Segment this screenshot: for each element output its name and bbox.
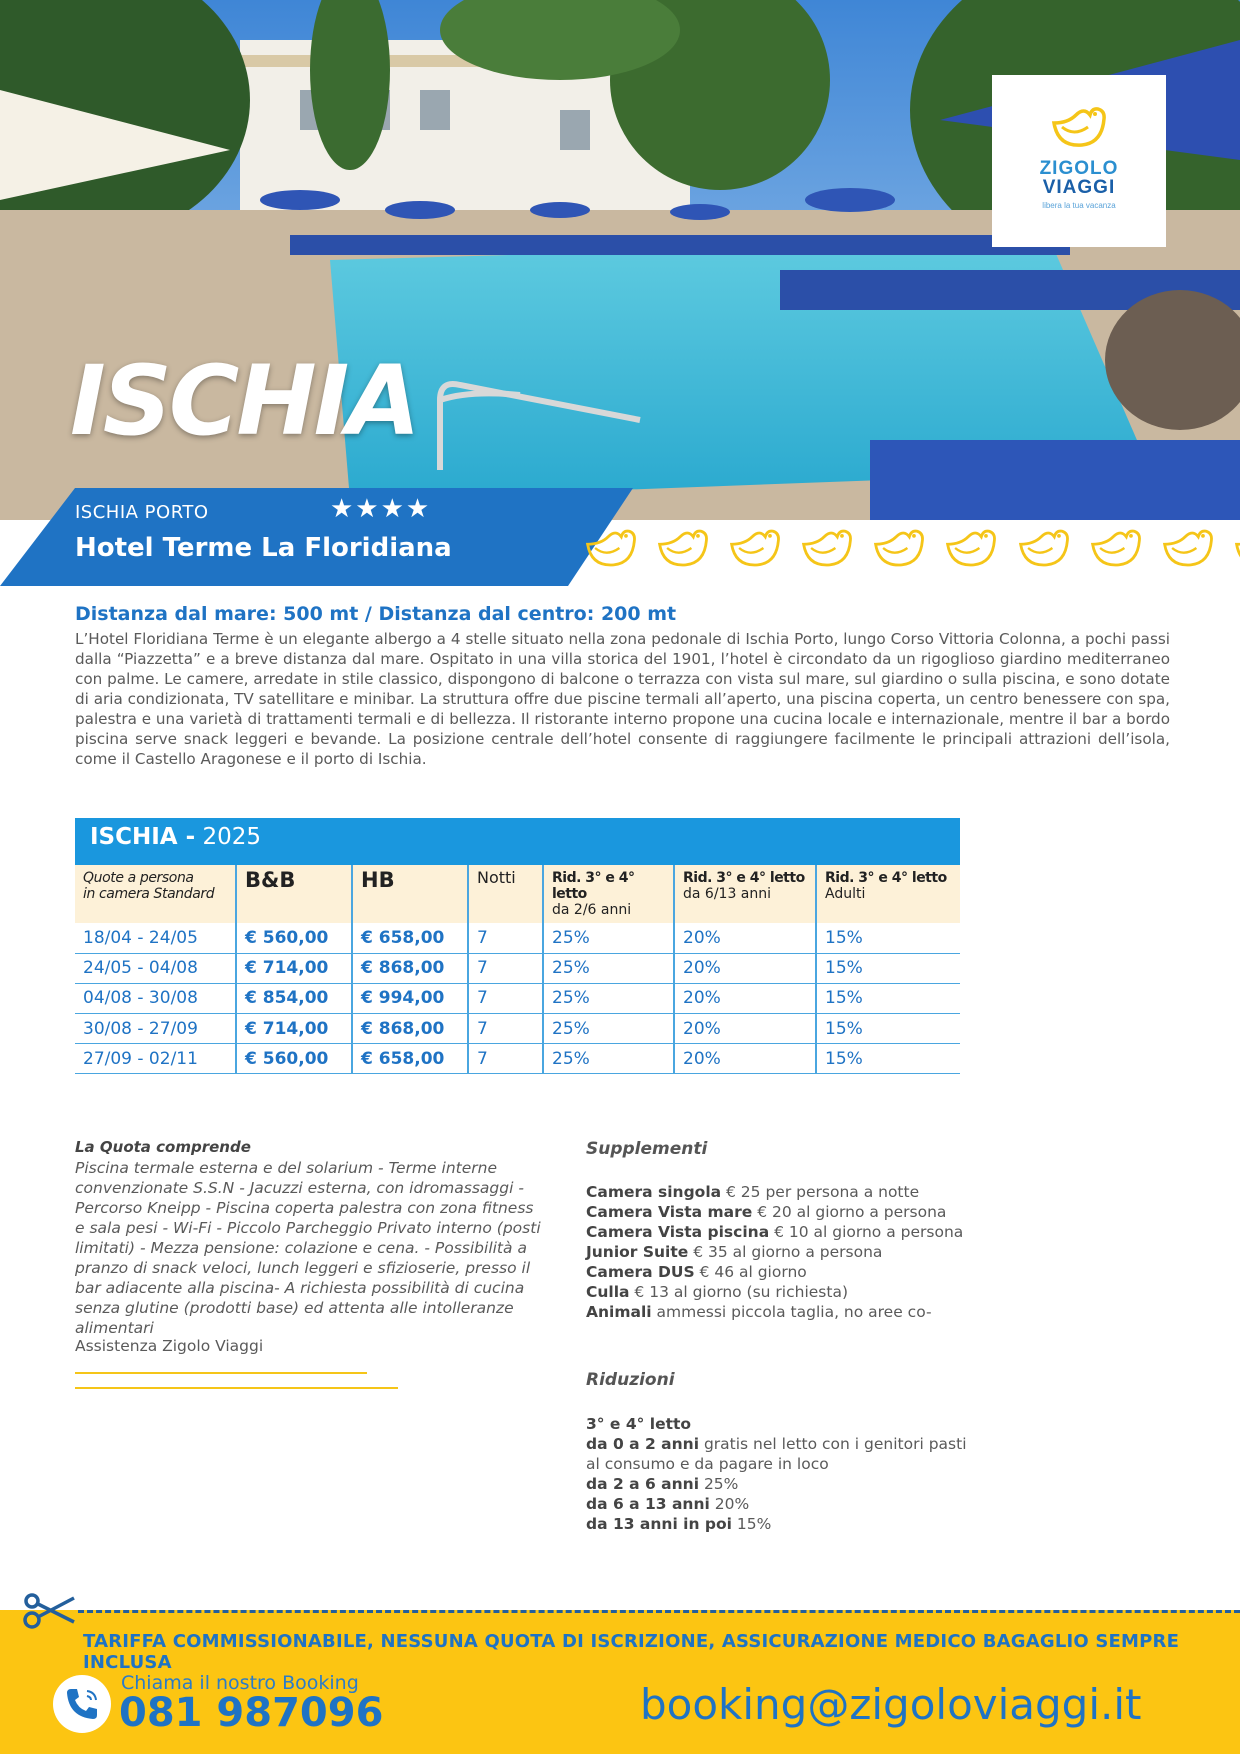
col-rid-6-13-line2: da 6/13 anni <box>683 886 772 902</box>
supplement-value: € 10 al giorno a persona <box>769 1223 964 1241</box>
bb-price-cell: € 714,00 <box>236 953 352 983</box>
bird-icon <box>1087 524 1145 572</box>
bird-icon <box>726 524 784 572</box>
hb-price-cell: € 658,00 <box>352 1044 468 1074</box>
rid-2-6-cell: 25% <box>543 983 674 1013</box>
nights-cell: 7 <box>468 923 543 953</box>
rid-6-13-cell: 20% <box>674 983 816 1013</box>
rid-6-13-cell: 20% <box>674 1014 816 1044</box>
reduction-label: da 0 a 2 anni <box>586 1435 700 1453</box>
supplement-label: Camera singola <box>586 1183 722 1201</box>
reduction-item <box>586 1514 976 1534</box>
footer-message: TARIFFA COMMISSIONABILE, NESSUNA QUOTA DI ISCRIZIONE, ASSICURAZIONE MEDICO BAGAGLIO SEMPRE INCLUSA <box>83 1631 1180 1673</box>
bb-price-cell: € 560,00 <box>236 923 352 953</box>
hotel-stars: ★★★★ <box>330 494 432 524</box>
supplement-value: € 20 al giorno a persona <box>752 1203 947 1221</box>
logo-line1: ZIGOLO <box>1039 158 1119 179</box>
supplements-title: Supplementi <box>586 1139 708 1159</box>
distance-info: Distanza dal mare: 500 mt / Distanza dal centro: 200 mt <box>75 603 677 625</box>
cut-line <box>78 1610 1240 1613</box>
hotel-name: Hotel Terme La Floridiana <box>75 533 452 563</box>
table-row <box>75 1044 960 1074</box>
logo-tagline: libera la tua vacanza <box>1042 201 1116 210</box>
rid-adulti-cell: 15% <box>816 953 960 983</box>
period-cell: 18/04 - 24/05 <box>75 923 236 953</box>
reduction-value: 25% <box>699 1475 739 1493</box>
bb-price-cell: € 560,00 <box>236 1044 352 1074</box>
rid-6-13-cell: 20% <box>674 923 816 953</box>
col-bb: B&B <box>236 865 352 923</box>
hero-title: ISCHIA <box>70 345 418 457</box>
col-rid-6-13 <box>674 865 816 923</box>
includes-title: La Quota comprende <box>75 1138 251 1156</box>
price-table-place: ISCHIA - <box>90 824 196 850</box>
hb-price-cell: € 994,00 <box>352 983 468 1013</box>
nights-cell: 7 <box>468 983 543 1013</box>
supplement-value: € 25 per persona a notte <box>721 1183 920 1201</box>
reduction-label: da 13 anni in poi <box>586 1515 732 1533</box>
rid-2-6-cell: 25% <box>543 953 674 983</box>
reduction-item <box>586 1494 976 1514</box>
supplement-item <box>586 1282 976 1302</box>
table-header-row <box>75 865 960 923</box>
hb-price-cell: € 868,00 <box>352 953 468 983</box>
supplement-label: Junior Suite <box>586 1243 689 1261</box>
hb-price-cell: € 658,00 <box>352 923 468 953</box>
col-rid-adulti-line1: Rid. 3° e 4° letto <box>825 870 947 886</box>
bird-icon <box>942 524 1000 572</box>
reduction-label: da 2 a 6 anni <box>586 1475 700 1493</box>
supplement-label: Culla <box>586 1283 630 1301</box>
hotel-location: ISCHIA PORTO <box>75 502 209 523</box>
rid-2-6-cell: 25% <box>543 923 674 953</box>
bird-icon <box>582 524 640 572</box>
supplement-value: ammessi piccola taglia, no aree co- <box>651 1303 932 1321</box>
col-notti: Notti <box>468 865 543 923</box>
reduction-value: 20% <box>709 1495 750 1513</box>
hb-price-cell: € 868,00 <box>352 1014 468 1044</box>
period-cell: 24/05 - 04/08 <box>75 953 236 983</box>
phone-icon <box>63 1685 101 1723</box>
reduction-item <box>586 1474 976 1494</box>
logo-text <box>992 159 1166 197</box>
bb-price-cell: € 854,00 <box>236 983 352 1013</box>
supplement-item <box>586 1262 976 1282</box>
phone-badge <box>53 1675 111 1733</box>
supplement-item <box>586 1242 976 1262</box>
price-table-title <box>75 818 960 865</box>
table-row <box>75 953 960 983</box>
supplement-label: Camera DUS <box>586 1263 695 1281</box>
col-rid-2-6 <box>543 865 674 923</box>
bird-icon <box>870 524 928 572</box>
call-label: Chiama il nostro Booking <box>121 1672 359 1694</box>
col-quote-line2: in camera Standard <box>83 886 215 902</box>
reduction-item <box>586 1434 976 1474</box>
bird-icon <box>1231 524 1240 572</box>
supplement-value: € 13 al giorno (su richiesta) <box>629 1283 848 1301</box>
booking-email[interactable]: booking@zigoloviaggi.it <box>640 1680 1142 1729</box>
col-rid-2-6-line2: da 2/6 anni <box>552 902 632 918</box>
rid-adulti-cell: 15% <box>816 983 960 1013</box>
supplement-item <box>586 1222 976 1242</box>
bird-icon <box>654 524 712 572</box>
table-row <box>75 1014 960 1044</box>
supplement-value: € 35 al giorno a persona <box>688 1243 883 1261</box>
includes-text: Piscina termale esterna e del solarium - Terme interne convenzionate S.S.N - Jacuzzi esterna, con idromassaggi - Percorso Kneipp - Piscina coperta palestra con zona fitness e sala pesi - Wi-Fi - Piccolo Parcheggio Privato interno (posti limitati) - Mezza pensione: colazione e cena. - Possibilità a pranzo di snack veloci, lunch leggeri e sfizioserie, presso il bar adiacente alla piscina- A richiesta possibilità di cucina senza glutine (prodotti base) ed attenta alle intolleranze alimentari <box>75 1159 541 1337</box>
bird-logo-icon <box>1048 103 1110 151</box>
supplement-item <box>586 1302 976 1322</box>
period-cell: 30/08 - 27/09 <box>75 1014 236 1044</box>
supplement-label: Camera Vista mare <box>586 1203 753 1221</box>
rid-adulti-cell: 15% <box>816 1014 960 1044</box>
table-row <box>75 983 960 1013</box>
supplement-label: Animali <box>586 1303 652 1321</box>
col-rid-2-6-line1: Rid. 3° e 4° letto <box>552 870 635 902</box>
reductions-heading-text: 3° e 4° letto <box>586 1415 692 1433</box>
reduction-value: gratis nel letto con i genitori pasti al consumo e da pagare in loco <box>586 1435 967 1473</box>
reduction-label: da 6 a 13 anni <box>586 1495 710 1513</box>
period-cell: 04/08 - 30/08 <box>75 983 236 1013</box>
bird-icon <box>1015 524 1073 572</box>
phone-number[interactable]: 081 987096 <box>119 1690 384 1736</box>
reductions-heading <box>586 1414 976 1434</box>
rid-6-13-cell: 20% <box>674 1044 816 1074</box>
col-rid-adulti-line2: Adulti <box>825 886 866 902</box>
table-row <box>75 923 960 953</box>
supplements-list <box>586 1182 976 1322</box>
col-rid-6-13-line1: Rid. 3° e 4° letto <box>683 870 805 886</box>
reductions-list <box>586 1414 976 1534</box>
includes-assistance: Assistenza Zigolo Viaggi <box>75 1337 264 1355</box>
supplement-label: Camera Vista piscina <box>586 1223 770 1241</box>
reductions-title: Riduzioni <box>586 1370 675 1390</box>
scissors-icon <box>22 1590 76 1632</box>
reduction-value: 15% <box>731 1515 772 1533</box>
col-quote <box>75 865 236 923</box>
rid-6-13-cell: 20% <box>674 953 816 983</box>
price-table-year: 2025 <box>202 824 262 850</box>
rid-adulti-cell: 15% <box>816 1044 960 1074</box>
col-quote-line1: Quote a persona <box>83 870 194 886</box>
bird-icon <box>1159 524 1217 572</box>
col-hb: HB <box>352 865 468 923</box>
brand-logo <box>992 75 1166 247</box>
supplement-item <box>586 1202 976 1222</box>
rid-2-6-cell: 25% <box>543 1014 674 1044</box>
supplement-item <box>586 1182 976 1202</box>
divider-line <box>75 1387 398 1389</box>
period-cell: 27/09 - 02/11 <box>75 1044 236 1074</box>
logo-line2: VIAGGI <box>1042 177 1116 198</box>
divider-line <box>75 1372 367 1374</box>
price-table <box>75 865 960 1074</box>
nights-cell: 7 <box>468 1014 543 1044</box>
hotel-description: L’Hotel Floridiana Terme è un elegante albergo a 4 stelle situato nella zona pedonale di Ischia Porto, lungo Corso Vittoria Colonna, a pochi passi dalla “Piazzetta” e a breve distanza dal mare. Ospitato in una villa storica del 1901, l’hotel è circondato da un rigoglioso giardino mediterraneo con palme. Le camere, arredate in stile classico, dispongono di balcone o terrazza con vista sul mare, sul giardino o sulla piscina, e sono dotate di aria condizionata, TV satellitare e minibar. La struttura offre due piscine termali all’aperto, una piscina coperta, un centro benessere con spa, palestra e una varietà di trattamenti termali e di bellezza. Il ristorante interno propone una cucina locale e internazionale, mentre il bar a bordo piscina serve snack leggeri e bevande. La posizione centrale dell’hotel consente di raggiungere facilmente le principali attrazioni dell’isola, come il Castello Aragonese e il porto di Ischia. <box>75 630 1170 768</box>
nights-cell: 7 <box>468 1044 543 1074</box>
bird-icon <box>798 524 856 572</box>
supplement-value: € 46 al giorno <box>694 1263 807 1281</box>
nights-cell: 7 <box>468 953 543 983</box>
rid-adulti-cell: 15% <box>816 923 960 953</box>
rid-2-6-cell: 25% <box>543 1044 674 1074</box>
bb-price-cell: € 714,00 <box>236 1014 352 1044</box>
col-rid-adulti <box>816 865 960 923</box>
bird-pattern <box>582 524 1240 574</box>
